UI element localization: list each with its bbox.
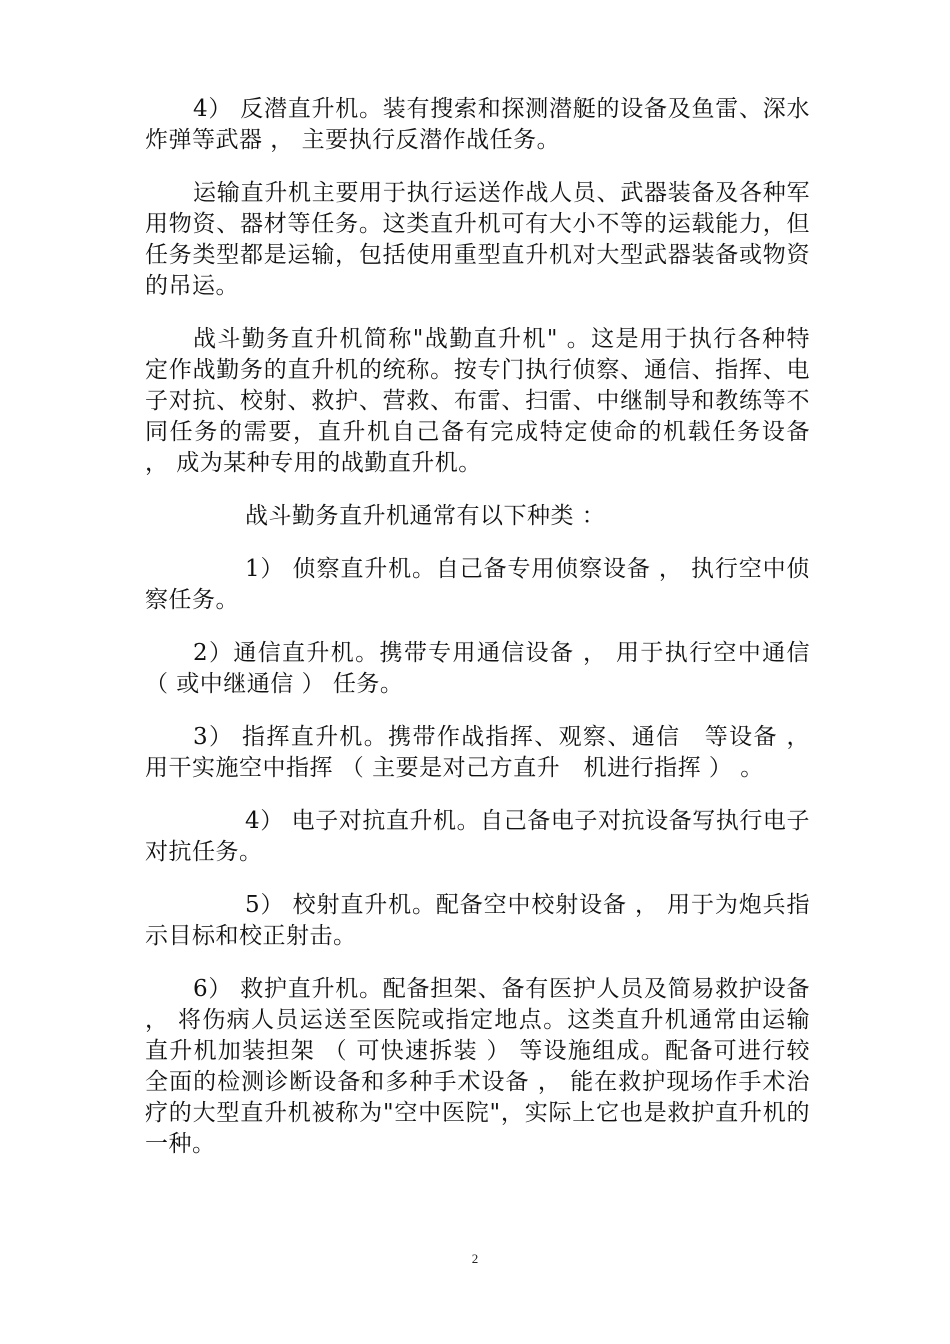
paragraph-anti-submarine-helicopter: 4） 反潜直升机。装有搜索和探测潜艇的设备及鱼雷、深水炸弹等武器 ， 主要执行反潜作战任务。 xyxy=(145,96,810,153)
page-number: 2 xyxy=(471,1251,479,1266)
paragraph-electronic-warfare-helicopter: 4） 电子对抗直升机。自己备电子对抗设备写执行电子对抗任务。 xyxy=(145,808,810,865)
paragraph-reconnaissance-helicopter: 1） 侦察直升机。自己备专用侦察设备 ， 执行空中侦察任务。 xyxy=(145,556,810,613)
document-body xyxy=(145,94,810,1182)
paragraph-rescue-helicopter: 6） 救护直升机。配备担架、备有医护人员及简易救护设备 ， 将伤病人员运送至医院或指定地点。这类直升机通常由运输直升机加装担架 （ 可快速拆装 ） 等设施组成。配备可进行较全面的检测诊断设备和多种手术设备 ， 能在救护现场作手术治疗的大型直升机被称为"空中医院"，实际上它也是救护直升机的一种。 xyxy=(145,976,810,1157)
paragraph-command-helicopter: 3） 指挥直升机。携带作战指挥、观察、通信 等设备 ，用干实施空中指挥 （ 主要是对己方直升 机进行指挥 ） 。 xyxy=(145,724,810,781)
paragraph-communication-helicopter: 2）通信直升机。携带专用通信设备 ， 用于执行空中通信 （ 或中继通信 ） 任务。 xyxy=(145,640,810,697)
paragraph-artillery-spotting-helicopter: 5） 校射直升机。配备空中校射设备 ， 用于为炮兵指示目标和校正射击。 xyxy=(145,892,810,949)
paragraph-types-intro: 战斗勤务直升机通常有以下种类 ： xyxy=(245,503,606,529)
paragraph-combat-service-helicopter: 战斗勤务直升机简称"战勤直升机" 。这是用于执行各种特定作战勤务的直升机的统称。按专门执行侦察、通信、指挥、电子对抗、校射、救护、营救、布雷、扫雷、中继制导和教练等不同任务的需要，直升机自己备有完成特定使命的机载任务设备 ， 成为某种专用的战勤直升机。 xyxy=(145,326,810,476)
paragraph-transport-helicopter: 运输直升机主要用于执行运送作战人员、武器装备及各种军用物资、器材等任务。这类直升机可有大小不等的运载能力，但任务类型都是运输，包括使用重型直升机对大型武器装备或物资的吊运。 xyxy=(145,180,810,299)
